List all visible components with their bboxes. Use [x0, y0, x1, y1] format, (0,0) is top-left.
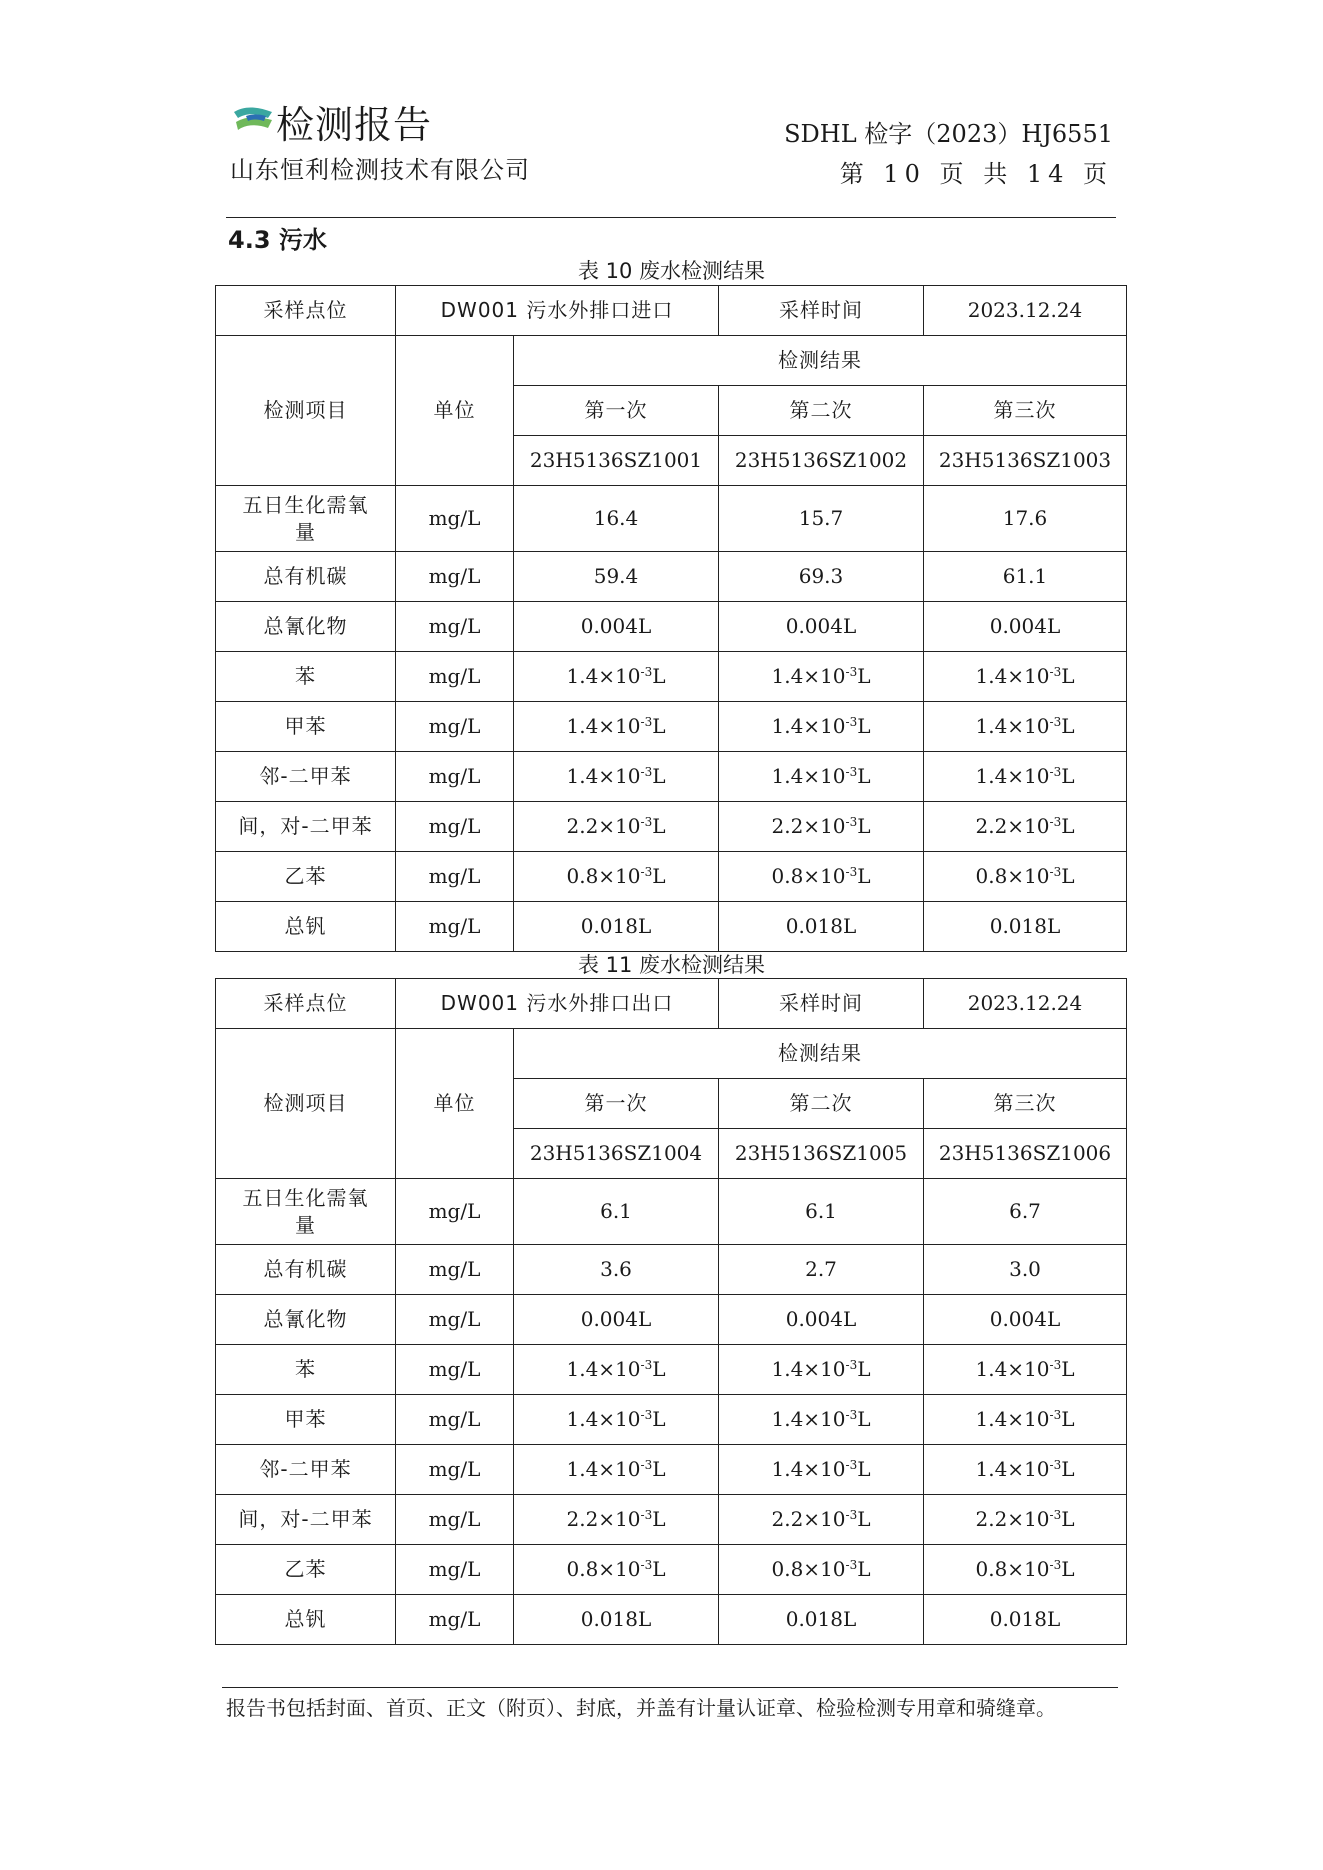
item-name: 乙苯 [216, 1545, 396, 1595]
item-name: 五日生化需氧量 [216, 1179, 396, 1245]
value-cell [719, 1495, 924, 1545]
value-suffix: L [652, 664, 666, 688]
item-name: 五日生化需氧量 [216, 486, 396, 552]
unit-cell: mg/L [396, 1445, 514, 1495]
results-table [215, 978, 1127, 1645]
item-name: 间，对-二甲苯 [216, 802, 396, 852]
unit-cell: mg/L [396, 1395, 514, 1445]
value-suffix: L [1061, 1507, 1075, 1531]
value-cell: 3.0 [924, 1245, 1127, 1295]
value-exponent: -3 [640, 665, 653, 679]
value-cell [719, 1395, 924, 1445]
page-info: 第 10 页 共 14 页 [839, 160, 1113, 188]
value-cell [924, 802, 1127, 852]
value-base: 2.2×10 [771, 1507, 846, 1531]
item-name: 邻-二甲苯 [216, 752, 396, 802]
value-cell [719, 652, 924, 702]
item-name: 甲苯 [216, 702, 396, 752]
value-suffix: L [652, 1407, 666, 1431]
value-suffix: L [652, 764, 666, 788]
value-exponent: -3 [1049, 1508, 1062, 1522]
sample-point-value: DW001 污水外排口出口 [396, 979, 719, 1029]
value-cell: 6.1 [514, 1179, 719, 1245]
value-cell [514, 802, 719, 852]
value-base: 0.8×10 [771, 864, 846, 888]
report-title: 检测报告 [276, 103, 433, 147]
value-cell: 69.3 [719, 552, 924, 602]
item-name: 苯 [216, 652, 396, 702]
round-header: 第三次 [924, 1079, 1127, 1129]
item-name: 总有机碳 [216, 552, 396, 602]
value-suffix: L [857, 1357, 871, 1381]
value-base: 1.4×10 [566, 714, 641, 738]
table-row [216, 652, 1127, 702]
value-base: 0.8×10 [566, 1557, 641, 1581]
table-row [216, 486, 1127, 552]
unit-cell: mg/L [396, 652, 514, 702]
value-exponent: -3 [1049, 1458, 1062, 1472]
value-suffix: L [1061, 664, 1075, 688]
value-exponent: -3 [845, 715, 858, 729]
results-table [215, 285, 1127, 952]
value-suffix: L [857, 814, 871, 838]
value-suffix: L [1061, 1357, 1075, 1381]
value-exponent: -3 [845, 1558, 858, 1572]
unit-cell: mg/L [396, 1495, 514, 1545]
unit-cell: mg/L [396, 552, 514, 602]
value-cell [924, 1395, 1127, 1445]
unit-cell: mg/L [396, 752, 514, 802]
unit-cell: mg/L [396, 1595, 514, 1645]
value-exponent: -3 [640, 1508, 653, 1522]
value-cell [514, 1345, 719, 1395]
value-cell: 16.4 [514, 486, 719, 552]
sample-point-label: 采样点位 [216, 286, 396, 336]
value-base: 2.2×10 [771, 814, 846, 838]
value-cell: 0.018L [719, 902, 924, 952]
value-base: 1.4×10 [975, 1357, 1050, 1381]
table-caption: 表 10 废水检测结果 [577, 259, 766, 283]
value-cell: 2.7 [719, 1245, 924, 1295]
value-cell: 0.004L [514, 1295, 719, 1345]
value-base: 1.4×10 [566, 764, 641, 788]
value-exponent: -3 [1049, 1358, 1062, 1372]
table-row [216, 752, 1127, 802]
value-base: 1.4×10 [975, 664, 1050, 688]
value-base: 1.4×10 [771, 1407, 846, 1431]
value-cell: 3.6 [514, 1245, 719, 1295]
value-cell [719, 802, 924, 852]
header-divider [226, 217, 1116, 218]
value-cell: 0.004L [924, 602, 1127, 652]
value-cell [514, 752, 719, 802]
value-cell: 0.018L [924, 902, 1127, 952]
value-suffix: L [652, 1457, 666, 1481]
value-exponent: -3 [845, 1358, 858, 1372]
value-base: 1.4×10 [975, 714, 1050, 738]
value-cell: 0.004L [924, 1295, 1127, 1345]
value-base: 0.8×10 [975, 864, 1050, 888]
round-header: 第二次 [719, 1079, 924, 1129]
table-row [216, 702, 1127, 752]
footer-note: 报告书包括封面、首页、正文（附页）、封底，并盖有计量认证章、检验检测专用章和骑缝章。 [226, 1696, 1056, 1720]
item-name: 总钒 [216, 902, 396, 952]
value-base: 0.8×10 [975, 1557, 1050, 1581]
table-row [216, 1545, 1127, 1595]
value-cell [514, 1495, 719, 1545]
unit-cell: mg/L [396, 852, 514, 902]
table-caption: 表 11 废水检测结果 [577, 953, 766, 977]
item-header: 检测项目 [216, 336, 396, 486]
sample-time-label: 采样时间 [719, 286, 924, 336]
value-cell [924, 1545, 1127, 1595]
value-suffix: L [857, 664, 871, 688]
value-suffix: L [652, 1357, 666, 1381]
value-cell: 15.7 [719, 486, 924, 552]
value-suffix: L [857, 1457, 871, 1481]
value-exponent: -3 [640, 1358, 653, 1372]
table-row [216, 1345, 1127, 1395]
round-header: 第一次 [514, 1079, 719, 1129]
value-cell [514, 852, 719, 902]
unit-cell: mg/L [396, 1345, 514, 1395]
value-exponent: -3 [640, 1458, 653, 1472]
value-exponent: -3 [640, 815, 653, 829]
table-row [216, 1395, 1127, 1445]
sample-id: 23H5136SZ1003 [924, 436, 1127, 486]
value-exponent: -3 [845, 1508, 858, 1522]
sample-point-label: 采样点位 [216, 979, 396, 1029]
sample-time-label: 采样时间 [719, 979, 924, 1029]
round-header: 第三次 [924, 386, 1127, 436]
value-base: 2.2×10 [975, 1507, 1050, 1531]
value-exponent: -3 [1049, 815, 1062, 829]
value-exponent: -3 [845, 765, 858, 779]
value-base: 1.4×10 [771, 1357, 846, 1381]
table-row [216, 902, 1127, 952]
unit-cell: mg/L [396, 1295, 514, 1345]
value-suffix: L [1061, 1457, 1075, 1481]
item-name: 邻-二甲苯 [216, 1445, 396, 1495]
value-base: 1.4×10 [771, 764, 846, 788]
value-base: 1.4×10 [566, 1357, 641, 1381]
value-cell [514, 1395, 719, 1445]
sample-id: 23H5136SZ1005 [719, 1129, 924, 1179]
value-suffix: L [652, 1507, 666, 1531]
table-row [216, 1295, 1127, 1345]
value-cell: 0.018L [514, 902, 719, 952]
unit-cell: mg/L [396, 802, 514, 852]
value-cell [924, 1345, 1127, 1395]
unit-cell: mg/L [396, 1545, 514, 1595]
value-cell [719, 1545, 924, 1595]
value-cell: 0.004L [514, 602, 719, 652]
value-cell [719, 1345, 924, 1395]
value-exponent: -3 [1049, 765, 1062, 779]
value-cell: 6.7 [924, 1179, 1127, 1245]
section-title: 4.3 污水 [228, 226, 327, 254]
value-suffix: L [1061, 764, 1075, 788]
item-header: 检测项目 [216, 1029, 396, 1179]
sample-point-value: DW001 污水外排口进口 [396, 286, 719, 336]
unit-cell: mg/L [396, 902, 514, 952]
value-cell [924, 652, 1127, 702]
value-suffix: L [1061, 714, 1075, 738]
item-name: 总氰化物 [216, 602, 396, 652]
value-base: 1.4×10 [771, 664, 846, 688]
value-cell [514, 652, 719, 702]
value-exponent: -3 [1049, 865, 1062, 879]
value-suffix: L [652, 1557, 666, 1581]
value-exponent: -3 [1049, 1558, 1062, 1572]
round-header: 第二次 [719, 386, 924, 436]
sample-id: 23H5136SZ1004 [514, 1129, 719, 1179]
value-base: 1.4×10 [975, 1457, 1050, 1481]
table-row [216, 802, 1127, 852]
value-cell: 0.004L [719, 602, 924, 652]
sample-time-value: 2023.12.24 [924, 286, 1127, 336]
value-cell [924, 1495, 1127, 1545]
unit-header: 单位 [396, 336, 514, 486]
company-name: 山东恒利检测技术有限公司 [230, 156, 530, 184]
item-name: 间，对-二甲苯 [216, 1495, 396, 1545]
table-row [216, 1595, 1127, 1645]
table-row [216, 1495, 1127, 1545]
value-cell: 61.1 [924, 552, 1127, 602]
value-base: 2.2×10 [566, 814, 641, 838]
value-cell [514, 702, 719, 752]
results-header: 检测结果 [514, 1029, 1127, 1079]
value-cell: 17.6 [924, 486, 1127, 552]
item-name: 总有机碳 [216, 1245, 396, 1295]
table-row [216, 1179, 1127, 1245]
value-base: 0.8×10 [566, 864, 641, 888]
value-cell [924, 702, 1127, 752]
value-base: 1.4×10 [771, 1457, 846, 1481]
sample-time-value: 2023.12.24 [924, 979, 1127, 1029]
value-cell [719, 752, 924, 802]
value-suffix: L [857, 1507, 871, 1531]
value-exponent: -3 [640, 715, 653, 729]
value-base: 1.4×10 [975, 764, 1050, 788]
sample-id: 23H5136SZ1002 [719, 436, 924, 486]
value-base: 1.4×10 [771, 714, 846, 738]
value-suffix: L [1061, 864, 1075, 888]
value-exponent: -3 [845, 865, 858, 879]
value-cell [719, 852, 924, 902]
value-exponent: -3 [640, 765, 653, 779]
value-exponent: -3 [640, 865, 653, 879]
unit-cell: mg/L [396, 702, 514, 752]
value-base: 1.4×10 [975, 1407, 1050, 1431]
value-exponent: -3 [845, 1408, 858, 1422]
value-cell: 6.1 [719, 1179, 924, 1245]
item-name: 总钒 [216, 1595, 396, 1645]
value-suffix: L [857, 764, 871, 788]
table-row [216, 852, 1127, 902]
value-base: 2.2×10 [975, 814, 1050, 838]
company-logo-icon [232, 104, 274, 134]
footer-divider [222, 1687, 1118, 1688]
unit-cell: mg/L [396, 1179, 514, 1245]
value-exponent: -3 [845, 815, 858, 829]
report-number: SDHL 检字（2023）HJ6551 [784, 120, 1113, 148]
item-name: 乙苯 [216, 852, 396, 902]
sample-id: 23H5136SZ1001 [514, 436, 719, 486]
value-suffix: L [857, 1407, 871, 1431]
table-row [216, 602, 1127, 652]
value-cell [719, 702, 924, 752]
value-exponent: -3 [640, 1408, 653, 1422]
value-suffix: L [857, 714, 871, 738]
unit-cell: mg/L [396, 486, 514, 552]
value-cell: 0.018L [719, 1595, 924, 1645]
table-row [216, 1245, 1127, 1295]
value-exponent: -3 [640, 1558, 653, 1572]
value-exponent: -3 [1049, 665, 1062, 679]
item-name: 总氰化物 [216, 1295, 396, 1345]
value-cell [719, 1445, 924, 1495]
unit-cell: mg/L [396, 602, 514, 652]
table-row [216, 552, 1127, 602]
item-name: 甲苯 [216, 1395, 396, 1445]
results-header: 检测结果 [514, 336, 1127, 386]
value-cell: 59.4 [514, 552, 719, 602]
unit-header: 单位 [396, 1029, 514, 1179]
item-name: 苯 [216, 1345, 396, 1395]
value-suffix: L [1061, 814, 1075, 838]
value-base: 0.8×10 [771, 1557, 846, 1581]
value-suffix: L [857, 1557, 871, 1581]
value-suffix: L [652, 864, 666, 888]
value-base: 2.2×10 [566, 1507, 641, 1531]
value-exponent: -3 [845, 1458, 858, 1472]
value-base: 1.4×10 [566, 664, 641, 688]
value-suffix: L [1061, 1407, 1075, 1431]
round-header: 第一次 [514, 386, 719, 436]
value-cell: 0.018L [514, 1595, 719, 1645]
value-suffix: L [652, 814, 666, 838]
value-suffix: L [857, 864, 871, 888]
value-cell [514, 1445, 719, 1495]
value-exponent: -3 [1049, 1408, 1062, 1422]
value-base: 1.4×10 [566, 1457, 641, 1481]
table-row [216, 1445, 1127, 1495]
value-exponent: -3 [845, 665, 858, 679]
unit-cell: mg/L [396, 1245, 514, 1295]
value-exponent: -3 [1049, 715, 1062, 729]
value-suffix: L [1061, 1557, 1075, 1581]
value-cell [514, 1545, 719, 1595]
value-base: 1.4×10 [566, 1407, 641, 1431]
value-cell: 0.004L [719, 1295, 924, 1345]
value-cell: 0.018L [924, 1595, 1127, 1645]
sample-id: 23H5136SZ1006 [924, 1129, 1127, 1179]
value-suffix: L [652, 714, 666, 738]
value-cell [924, 852, 1127, 902]
value-cell [924, 1445, 1127, 1495]
value-cell [924, 752, 1127, 802]
